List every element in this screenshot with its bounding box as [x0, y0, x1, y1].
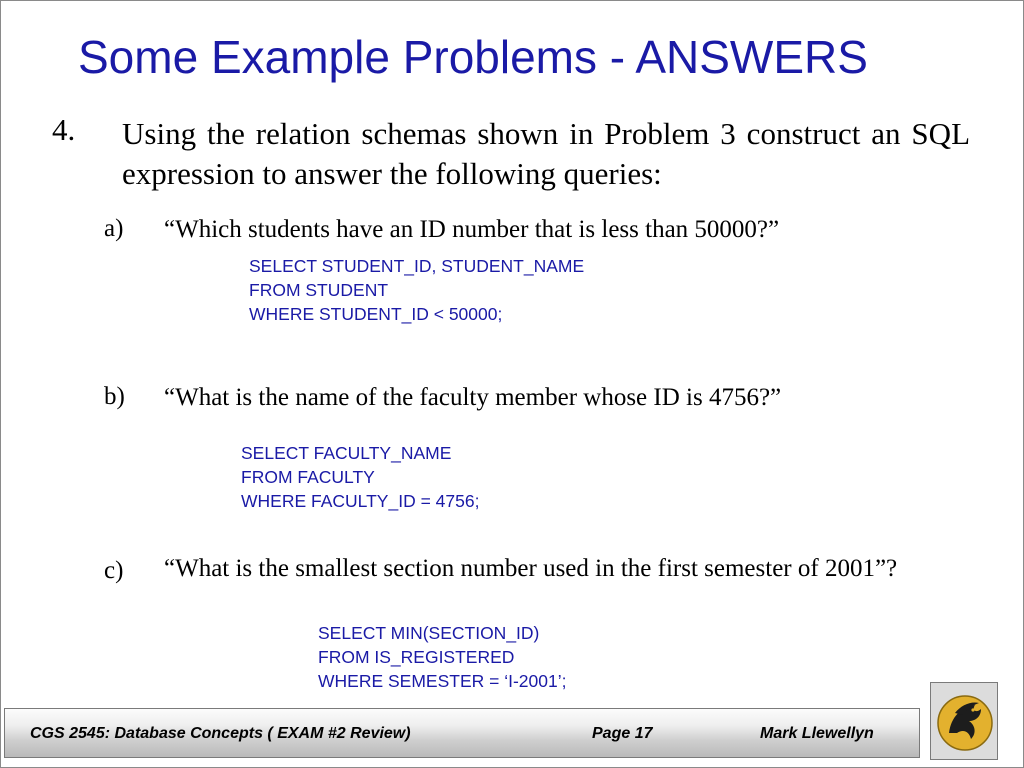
- question-b-label: b): [104, 383, 125, 410]
- sql-line: WHERE STUDENT_ID < 50000;: [249, 304, 503, 324]
- sql-answer-b: [241, 441, 479, 513]
- item-number: 4.: [52, 112, 76, 147]
- sql-answer-c: [318, 621, 566, 693]
- sql-answer-a: [249, 254, 584, 326]
- footer-author: Mark Llewellyn: [760, 725, 874, 742]
- item-text: Using the relation schemas shown in Problem 3 construct an SQL expression to answer the following queries:: [122, 116, 970, 191]
- sql-line: SELECT FACULTY_NAME: [241, 443, 452, 463]
- sql-line: SELECT MIN(SECTION_ID): [318, 623, 540, 643]
- sql-line: WHERE FACULTY_ID = 4756;: [241, 491, 480, 511]
- question-c-label: c): [104, 557, 124, 584]
- footer-page: Page 17: [592, 725, 653, 742]
- sql-line: FROM IS_REGISTERED: [318, 647, 515, 667]
- sql-line: WHERE SEMESTER = ‘I-2001’;: [318, 671, 567, 691]
- question-a-label: a): [104, 215, 124, 242]
- pegasus-logo-icon: [931, 683, 999, 761]
- sql-line: SELECT STUDENT_ID, STUDENT_NAME: [249, 256, 585, 276]
- question-c-text: “What is the smallest section number used in the first semester of 2001”?: [164, 555, 898, 582]
- question-a-text: “Which students have an ID number that is less than 50000?”: [164, 216, 780, 243]
- question-b-text: “What is the name of the faculty member whose ID is 4756?”: [164, 384, 782, 411]
- sql-line: FROM FACULTY: [241, 467, 375, 487]
- footer-course: CGS 2545: Database Concepts ( EXAM #2 Review): [30, 725, 411, 742]
- slide-title: Some Example Problems - ANSWERS: [78, 31, 868, 83]
- sql-line: FROM STUDENT: [249, 280, 389, 300]
- logo-box: [930, 682, 998, 760]
